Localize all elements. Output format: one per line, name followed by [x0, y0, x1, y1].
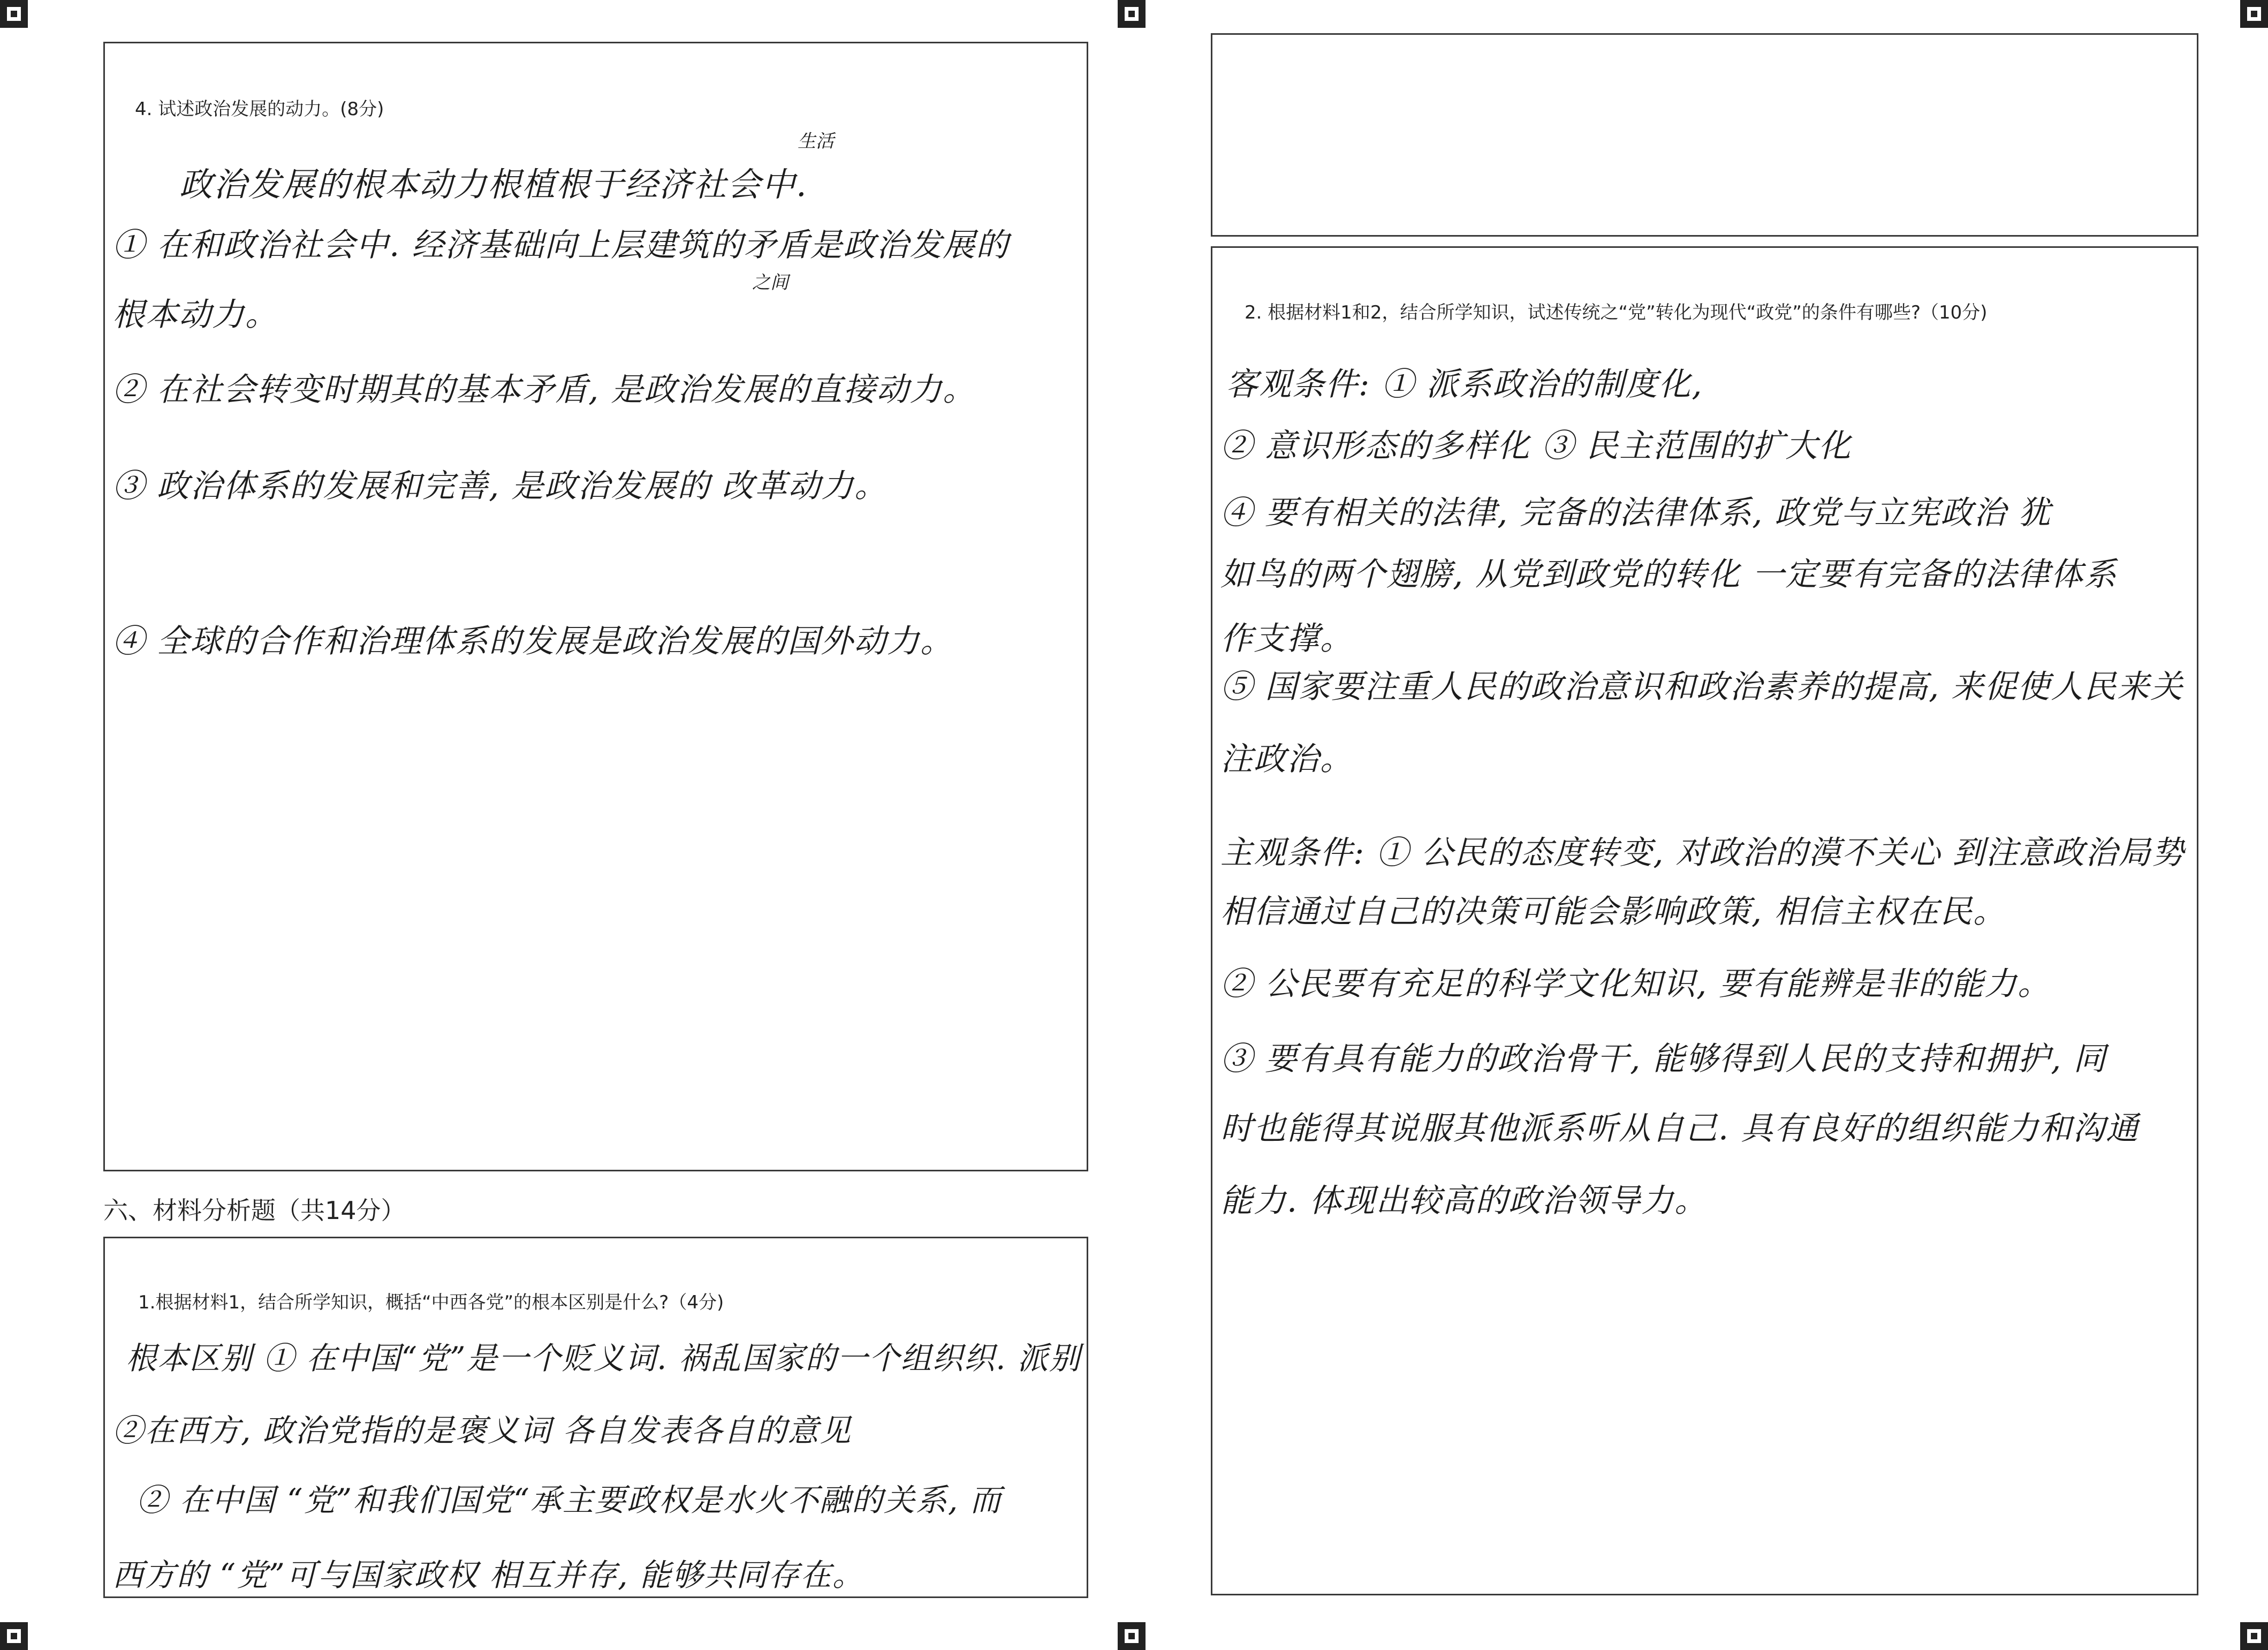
handwritten-answer-q4-line-2: ① 在和政治社会中. 经济基础向上层建筑的矛盾是政治发展的: [112, 226, 1010, 264]
handwritten-answer-q1-line-4: 西方的 “党”可与国家政权 相互并存, 能够共同存在。: [112, 1557, 865, 1593]
fiducial-marker-top-center: [1118, 0, 1146, 28]
handwritten-answer-q2-line-1: 客观条件: ① 派系政治的制度化,: [1226, 366, 1703, 403]
question-4-prompt: 4. 试述政治发展的动力。(8分): [135, 99, 384, 120]
handwritten-answer-q1-line-2: ②在西方, 政治党指的是褒义词 各自发表各自的意见: [112, 1412, 852, 1449]
question-2-prompt: 2. 根据材料1和2，结合所学知识，试述传统之“党”转化为现代“政党”的条件有哪些?（10分): [1245, 302, 1988, 323]
handwritten-answer-q2-line-3: ④ 要有相关的法律, 完备的法律体系, 政党与立宪政治 犹: [1220, 494, 2052, 532]
handwritten-answer-q2-line-11: ③ 要有具有能力的政治骨干, 能够得到人民的支持和拥护, 同: [1220, 1040, 2107, 1078]
handwritten-answer-q2-line-5: 作支撑。: [1220, 620, 1353, 657]
answer-box-q4: [103, 42, 1088, 1171]
fiducial-marker-bottom-center: [1118, 1622, 1146, 1650]
handwritten-answer-q4-line-3: 根本动力。: [112, 296, 278, 334]
fiducial-marker-top-right: [2240, 0, 2268, 28]
handwritten-answer-q2-line-13: 能力. 体现出较高的政治领导力。: [1220, 1182, 1708, 1220]
section-title-material-analysis: 六、材料分析题（共14分）: [103, 1196, 406, 1225]
handwritten-answer-q2-line-12: 时也能得其说服其他派系听从自己. 具有良好的组织能力和沟通: [1220, 1110, 2140, 1147]
handwritten-answer-q2-line-7: 注政治。: [1220, 740, 1353, 778]
handwritten-answer-q2-line-8: 主观条件: ① 公民的态度转变, 对政治的漠不关心 到注意政治局势: [1220, 834, 2185, 872]
handwritten-insert-below: 之间: [752, 272, 788, 293]
handwritten-answer-q2-line-9: 相信通过自己的决策可能会影响政策, 相信主权在民。: [1220, 893, 2007, 930]
handwritten-insert-above: 生活: [798, 131, 834, 152]
handwritten-answer-q2-line-2: ② 意识形态的多样化 ③ 民主范围的扩大化: [1220, 427, 1852, 465]
handwritten-answer-q1-line-3: ② 在中国 “党”和我们国党“承主要政权是水火不融的关系, 而: [136, 1482, 1002, 1518]
handwritten-answer-q2-line-4: 如鸟的两个翅膀, 从党到政党的转化 一定要有完备的法律体系: [1220, 556, 2118, 593]
fiducial-marker-bottom-left: [0, 1622, 28, 1650]
handwritten-answer-q2-line-10: ② 公民要有充足的科学文化知识, 要有能辨是非的能力。: [1220, 965, 2051, 1003]
question-1-prompt: 1.根据材料1，结合所学知识，概括“中西各党”的根本区别是什么?（4分): [138, 1292, 724, 1313]
handwritten-answer-q4-line-6: ④ 全球的合作和治理体系的发展是政治发展的国外动力。: [112, 623, 954, 660]
fiducial-marker-bottom-right: [2240, 1622, 2268, 1650]
handwritten-answer-q4-line-5: ③ 政治体系的发展和完善, 是政治发展的 改革动力。: [112, 467, 888, 505]
handwritten-answer-q2-line-6: ⑤ 国家要注重人民的政治意识和政治素养的提高, 来促使人民来关: [1220, 668, 2184, 706]
blank-answer-box-top: [1211, 33, 2198, 237]
handwritten-answer-q1-line-1: 根本区别 ① 在中国“党”是一个贬义词. 祸乱国家的一个组织织. 派别: [126, 1340, 1081, 1376]
handwritten-answer-q4-line-4: ② 在社会转变时期其的基本矛盾, 是政治发展的直接动力。: [112, 371, 976, 408]
handwritten-answer-q4-line-1: 政治发展的根本动力根植根于经济社会中.: [179, 165, 808, 204]
fiducial-marker-top-left: [0, 0, 28, 28]
